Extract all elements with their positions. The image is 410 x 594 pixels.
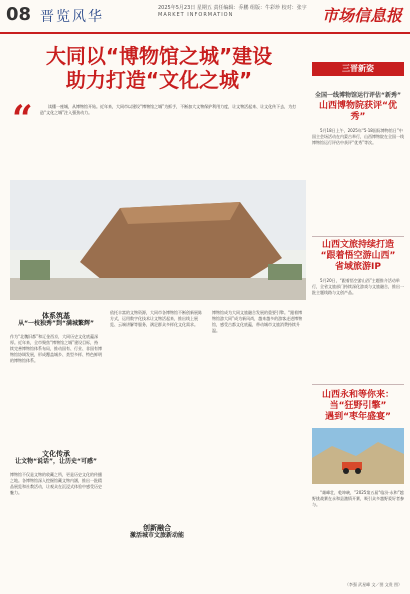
body-column-1b: 博物馆不仅是文物的收藏之所，更是历史文化的传播之地。各博物馆深入挖掘馆藏文物内涵，推出一批精品展览和社教活动，让观众在沉浸式体验中感受历史魅力。: [10, 472, 102, 495]
divider: [312, 236, 404, 237]
body-column-3: 博物馆成为大同文旅融合发展的重要引擎。“跟着博物馆游大同”成为新风尚，越来越多的游客走进博物馆，感受古都文化底蕴，带动城市文旅消费持续升温。: [212, 310, 303, 333]
story-title-line: “跟着悟空游山西”: [320, 251, 396, 261]
page-footer: （李强 武星峰 文／图 文贵 图）: [344, 582, 402, 587]
subhead-innovation: [110, 524, 204, 540]
museum-building-illustration: [10, 180, 306, 300]
divider: [312, 384, 404, 385]
offroad-photo: [312, 428, 404, 484]
headline-line-2: 助力打造“文化之城”: [65, 68, 253, 92]
sidebar: [312, 50, 404, 570]
main-headline: [14, 44, 304, 92]
subhead-system: [10, 312, 102, 328]
headline-line-1: 大同以“博物馆之城”建设: [45, 44, 273, 68]
sidebar-story-3-headline: [312, 390, 404, 423]
masthead: [0, 0, 410, 34]
sidebar-story-1-headline: [312, 90, 404, 123]
lead-paragraph: 读懂一座城，从博物馆开始。近年来，大同市以建设“博物馆之城”为抓手，不断加大文物保护利用力度，让文物活起来、让文化传下去，为打造“文化之城”注入强劲动力。: [40, 104, 297, 115]
newspaper-logo: 市场信息报: [321, 6, 402, 25]
sidebar-story-2-text: 5月20日，“跟着悟空游山西”主题推介活动举行，全省文旅部门持续深化游戏与文旅融合，推出一批主题线路与文创产品。: [312, 278, 404, 295]
offroad-event-illustration: [312, 428, 404, 484]
museum-photo: [10, 180, 306, 300]
subhead-title: 让文物“说话”，让历史“可感”: [15, 458, 97, 465]
story-title-line: 山西文旅持续打造: [321, 240, 394, 250]
subhead-kicker: 文化传承: [42, 450, 70, 458]
sidebar-story-1-text: 5月18日上午，2025年“5·18国际博物馆日”中国主会场活动在内蒙古举行，山西博物院在全国一线博物馆运行评估中获评“优秀”等次。: [312, 128, 404, 145]
date-line: 2025年5月23日 星期五 责任编辑：乔鹏 组版：牛彩珍 校对：张宇: [158, 5, 307, 11]
story-title-line: 省域旅游IP: [335, 262, 381, 272]
story-title: 山西博物院获评“优秀”: [319, 101, 397, 122]
body-column-1a: 作为“北魏旧都”和辽金西京，大同历史文化底蕴深厚。近年来，全市聚焦“博物馆之城”建设目标，持续完善博物馆体系布局，推动国有、行业、非国有博物馆协调发展，形成覆盖城乡、类型多样、特色鲜明的博物馆体系。: [10, 334, 102, 363]
subhead-title: 从“一枝独秀”到“满城繁辉”: [18, 320, 94, 327]
story-kicker: 全国一线博物馆运行评估“新秀”: [315, 92, 401, 99]
body-column-2a: 依托丰富的文物资源，大同市各博物馆不断创新展陈方式，运用数字化技术让文物活起来，推出线上展览、云端讲解等服务，满足群众多样化文化需求。: [110, 310, 202, 327]
subhead-heritage: [10, 450, 102, 466]
subhead-kicker: 体系筑基: [42, 312, 70, 320]
sidebar-story-2-headline: [312, 240, 404, 273]
subhead-kicker: 创新融合: [143, 524, 171, 532]
section-title: 晋览风华: [40, 9, 104, 25]
masthead-subtitle: MARKET INFORMATION: [158, 12, 234, 18]
story-title-line: 遇到“枣年盛宴”: [325, 412, 391, 422]
sidebar-section-label: 三晋新姿: [312, 62, 404, 76]
story-title-line: 当“狂野引擎”: [329, 401, 387, 411]
sidebar-story-3-text: “雄峰壮，乾坤峡，”2025第五届“临汾·永和”越野挑战赛在永和县激情开赛，吸引众多越野爱好者参与。: [312, 490, 404, 507]
story-title-line: 山西永和等你来：: [321, 390, 394, 400]
quote-mark-icon: “: [12, 98, 33, 140]
page-number: 08: [6, 4, 32, 25]
subhead-title: 激活城市文旅新动能: [129, 532, 184, 539]
